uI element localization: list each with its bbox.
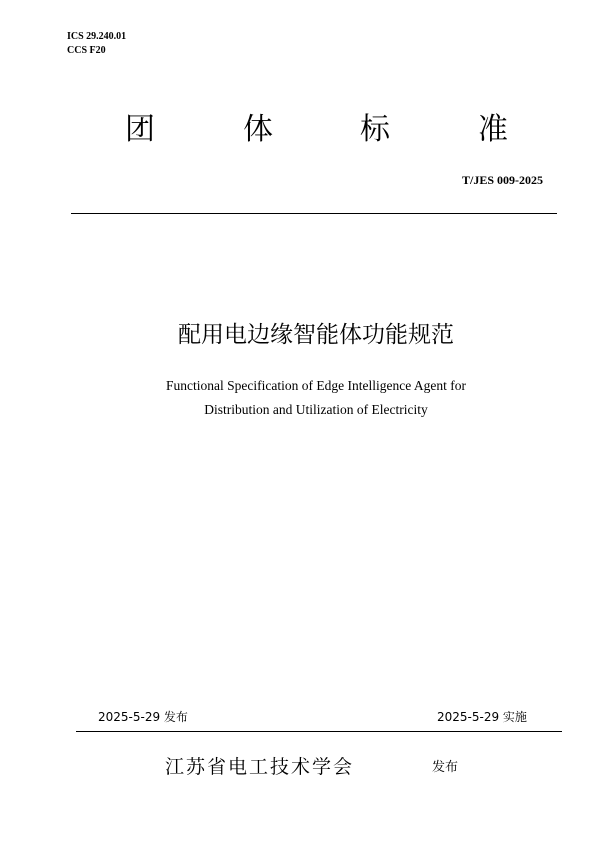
standard-type-char: 准 [478,112,508,147]
standard-type-char: 标 [360,112,390,147]
standard-type-char: 团 [125,112,155,147]
ics-code: ICS 29.240.01 [67,31,127,42]
standard-type-char: 体 [243,112,273,147]
english-title-line-2: Distribution and Utilization of Electricity [204,402,428,417]
chinese-title: 配用电边缘智能体功能规范 [178,322,454,348]
english-title-line-1: Functional Specification of Edge Intelligence Agent for [166,378,466,393]
header-divider [71,213,557,214]
implement-date: 2025-5-29 实施 [437,710,527,724]
publish-date: 2025-5-29 发布 [98,710,188,724]
ccs-code: CCS F20 [67,45,106,56]
standard-number: T/JES 009-2025 [461,173,543,187]
publisher-name: 江苏省电工技术学会 [165,756,355,778]
publisher-suffix: 发布 [432,760,459,775]
footer-divider [76,731,562,732]
